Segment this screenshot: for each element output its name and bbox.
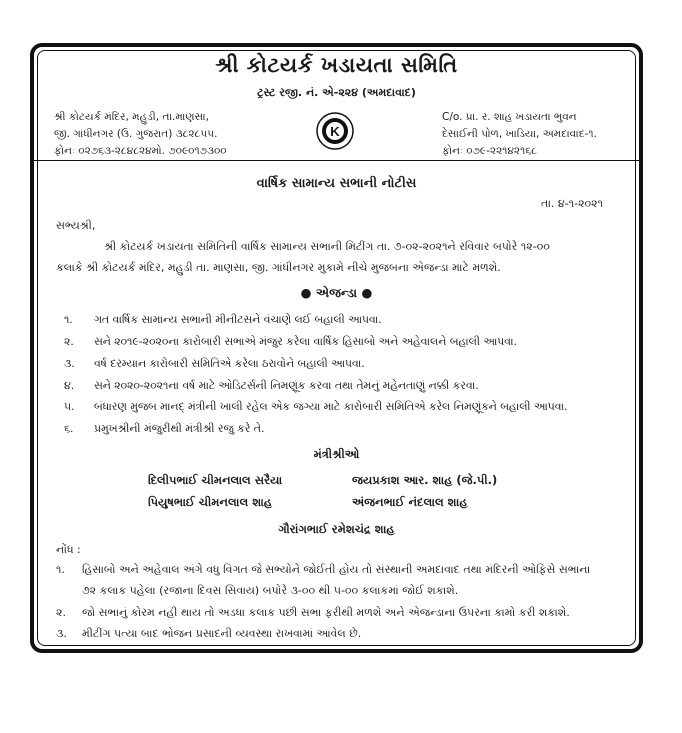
- agenda-item-text: સને ૨૦૧૯-૨૦૨૦ના કારોબારી સભાએ મંજુર કરેલા વાર્ષિક હિસાબો અને અહેવાલને બહાલી આપવા.: [94, 335, 517, 348]
- note-text: મીટીંગ પત્યા બાદ ભોજન પ્રસાદની વ્યવસ્થા રાખવામાં આવેલ છે.: [82, 627, 362, 640]
- agenda-item: [64, 422, 264, 436]
- secretary-name: દિલીપભાઈ ચીમનલાલ સરૈયા: [148, 473, 283, 487]
- trust-registration: ટ્રસ્ટ રજી. નં. એ-૨૨૪ (અમદાવાદ): [257, 86, 416, 99]
- secretary-name: જયપ્રકાશ આર. શાહ (જે.પી.): [352, 473, 498, 487]
- trust-logo: [315, 108, 355, 154]
- agenda-item-number: ૫.: [64, 400, 75, 413]
- secretary-name: પિયુષભાઈ ચીમનલાલ શાહ: [148, 495, 273, 509]
- note-text: ૭૨ કલાક પહેલા (રજાના દિવસ સિવાય) બપોરે ૩-૦૦ થી ૫-૦૦ કલાકમાં જોઈ શકાશે.: [82, 584, 459, 597]
- salutation: સભ્યશ્રી,: [56, 219, 96, 232]
- logo-letter: K: [330, 124, 340, 139]
- right-address-line: દેસાઈની પોળ, ખાડિયા, અમદાવાદ-૧.: [442, 128, 597, 140]
- notice-date: તા. ૪-૧-૨૦૨૧: [540, 197, 603, 210]
- agenda-item-text: બંધારણ મુજબ માનદ્ મંત્રીની ખાલી રહેલ એક જગ્યા માટે કારોબારી સમિતિએ કરેલ નિમણૂંકને બહાલી આપવા.: [94, 400, 568, 413]
- notice-body-line: કલાકે શ્રી કોટયર્ક મંદિર, મહુડી તા. માણસા, જી. ગાંધીનગર મુકામે નીચે મુજબના એજન્ડા માટે મળશે.: [56, 261, 501, 274]
- agenda-item: [64, 400, 567, 414]
- agenda-item-text: સને ૨૦૨૦-૨૦૨૧ના વર્ષ માટે ઓડિટર્સની નિમણૂંક કરવા તથા તેમનું મહેનતાણું નક્કી કરવા.: [94, 379, 479, 392]
- note-number: ૧.: [56, 563, 65, 576]
- notice-heading: વાર્ષિક સામાન્ય સભાની નોટીસ: [256, 176, 417, 191]
- notes-label: નોંધ :: [56, 543, 81, 556]
- right-address: [442, 109, 597, 160]
- header-divider: [34, 160, 639, 161]
- agenda-item: [64, 379, 479, 393]
- president-name: ગૌરાંગભાઈ રમેશચંદ્ર શાહ: [278, 522, 395, 536]
- note-number: ૩.: [56, 627, 67, 640]
- agenda-item: [64, 357, 365, 371]
- trust-title: શ્રી કોટયર્ક ખડાયતા સમિતિ: [215, 53, 458, 77]
- agenda-heading: ● એજન્ડા ●: [300, 285, 373, 300]
- left-address-line: શ્રી કોટયર્ક મંદિર, મહુડી, તા.માણસા,: [54, 111, 209, 123]
- left-address-line: ફોનઃ ૦૨૭૬૩-૨૮૪૮૨૪મો. ૭૦૯૦૧૭૩૦૦: [54, 145, 227, 157]
- agenda-item-text: વર્ષ દરમ્યાન કારોબારી સમિતિએ કરેલા ઠરાવોને બહાલી આપવા.: [94, 357, 365, 370]
- right-address-line: C/o. પ્રા. ર. શાહ ખડાયતા ભુવન: [442, 111, 577, 123]
- agenda-item-number: ૩.: [64, 357, 75, 370]
- agenda-item-number: ૪.: [64, 379, 75, 392]
- right-address-line: ફોનઃ ૦૭૯-૨૨૧૪૨૧૬૮: [442, 145, 537, 157]
- notice-frame: [30, 43, 643, 653]
- agenda-item-number: ૧.: [64, 313, 73, 326]
- note-text: હિસાબો અને અહેવાલ અંગે વધુ વિગત જે સભ્યોને જોઈતી હોય તો સંસ્થાની અમદાવાદ તથા મંદિરની ઓફિસે સભાના: [82, 563, 591, 576]
- secretary-name: અંજનભાઈ નંદલાલ શાહ: [352, 495, 468, 509]
- agenda-item: [64, 313, 382, 327]
- note-text: જો સભાનું કોરમ નહી થાય તો અડધા કલાક પછી સભા ફરીથી મળશે અને એજન્ડાના ઉપરના કામો કરી શકાશે.: [82, 606, 570, 619]
- note-number: ૨.: [56, 606, 66, 619]
- agenda-item: [64, 335, 517, 349]
- agenda-item-number: ૬.: [64, 422, 74, 435]
- agenda-item-text: પ્રમુખશ્રીની મંજુરીથી મંત્રીશ્રી રજુ કરે તે.: [94, 422, 265, 435]
- left-address: [54, 109, 227, 160]
- secretaries-heading: મંત્રીશ્રીઓ: [313, 447, 360, 461]
- left-address-line: જી. ગાંધીનગર (ઉ. ગુજરાત) ૩૮૨૮૫૫.: [54, 128, 218, 140]
- agenda-item-text: ગત વાર્ષિક સામાન્ય સભાની મીનીટસને વંચાણે લઈ બહાલી આપવા.: [94, 313, 382, 326]
- agenda-item-number: ૨.: [64, 335, 74, 348]
- notice-body-line: શ્રી કોટયર્ક ખડાયતા સમિતિની વાર્ષિક સામાન્ય સભાની મિટીંગ તા. ૭-૦૨-૨૦૨૧ને રવિવાર બપોરે ૧૨-૦૦: [104, 240, 550, 253]
